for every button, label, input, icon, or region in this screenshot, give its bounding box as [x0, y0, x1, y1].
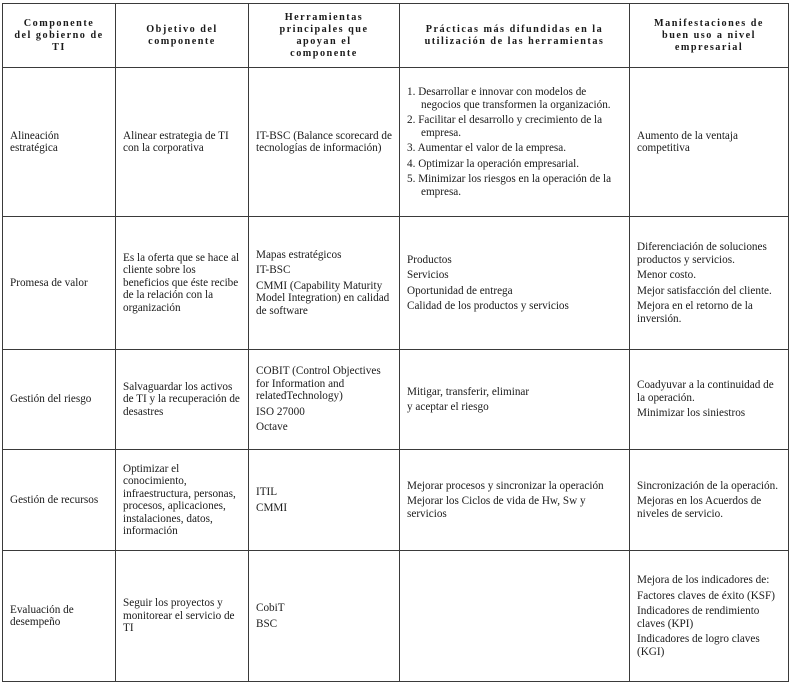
practice-item: Mitigar, transferir, eliminar	[407, 385, 530, 398]
table-row	[3, 551, 789, 682]
practice-item: y aceptar el riesgo	[407, 401, 489, 413]
practice-item: 2. Facilitar el desarrollo y crecimiento de la empresa.	[407, 114, 603, 139]
objective-cell: Salvaguardar los activos de TI y la recuperación de desastres	[116, 350, 249, 450]
practices-cell	[400, 450, 630, 551]
practice-item: Calidad de los productos y servicios	[407, 300, 569, 312]
objective-cell: Alinear estrategia de TI con la corporativa	[116, 68, 249, 217]
header-row	[3, 4, 789, 68]
table-row	[3, 68, 789, 217]
manifestation-item: Mejora en el retorno de la inversión.	[637, 300, 753, 325]
manifestations-cell	[630, 551, 789, 682]
tool-item: Octave	[256, 421, 288, 434]
practice-item: Mejorar procesos y sincronizar la operación	[407, 479, 604, 492]
header-objective: Objetivo del componente	[116, 4, 249, 68]
component-cell: Gestión del riesgo	[3, 350, 116, 450]
manifestations-cell	[630, 350, 789, 450]
practices-cell	[400, 68, 630, 217]
manifestations-cell	[630, 217, 789, 350]
practice-item: 3. Aumentar el valor de la empresa.	[407, 142, 567, 154]
table-row	[3, 217, 789, 350]
practices-cell	[400, 217, 630, 350]
header-manifestations: Manifestaciones de buen uso a nivel empresarial	[630, 4, 789, 68]
manifestation-item: Sincronización de la operación.	[637, 479, 779, 492]
governance-table	[2, 3, 789, 682]
tool-item: IT-BSC (Balance scorecard de tecnologías de información)	[256, 129, 392, 154]
practice-item: Mejorar los Ciclos de vida de Hw, Sw y servicios	[407, 495, 586, 520]
practice-item: Productos	[407, 253, 452, 266]
practices-cell	[400, 551, 630, 682]
table-row	[3, 350, 789, 450]
practice-item: Servicios	[407, 269, 449, 281]
tool-item: ISO 27000	[256, 405, 305, 418]
objective-cell: Seguir los proyectos y monitorear el servicio de TI	[116, 551, 249, 682]
manifestation-item: Mejoras en los Acuerdos de niveles de servicio.	[637, 495, 762, 520]
header-practices: Prácticas más difundidas en la utilización de las herramientas	[400, 4, 630, 68]
tools-cell	[249, 350, 400, 450]
tool-item: BSC	[256, 617, 278, 630]
manifestations-cell	[630, 68, 789, 217]
tools-cell	[249, 450, 400, 551]
component-cell: Alineación estratégica	[3, 68, 116, 217]
manifestation-item: Factores claves de éxito (KSF)	[637, 589, 775, 602]
tools-cell	[249, 217, 400, 350]
objective-cell: Optimizar el conocimiento, infraestructura, personas, procesos, aplicaciones, instalaciones, datos, información	[116, 450, 249, 551]
component-cell: Evaluación de desempeño	[3, 551, 116, 682]
manifestation-item: Aumento de la ventaja competitiva	[637, 129, 738, 154]
objective-cell: Es la oferta que se hace al cliente sobre los beneficios que éste recibe de la relación con la organización	[116, 217, 249, 350]
tool-item: CMMI (Capability Maturity Model Integration) en calidad de software	[256, 279, 390, 317]
manifestation-item: Mejora de los indicadores de:	[637, 574, 770, 586]
component-cell: Gestión de recursos	[3, 450, 116, 551]
manifestation-item: Indicadores de logro claves (KGI)	[637, 633, 760, 658]
manifestation-item: Diferenciación de soluciones productos y servicios.	[637, 241, 767, 266]
tools-cell	[249, 551, 400, 682]
manifestation-item: Coadyuvar a la continuidad de la operación.	[637, 379, 774, 404]
practice-item: Oportunidad de entrega	[407, 284, 513, 297]
practice-item: 4. Optimizar la operación empresarial.	[407, 157, 580, 170]
practice-item: 1. Desarrollar e innovar con modelos de negocios que transformen la organización.	[407, 86, 611, 111]
manifestation-item: Minimizar los siniestros	[637, 407, 746, 420]
tool-item: ITIL	[256, 486, 278, 498]
manifestation-item: Mejor satisfacción del cliente.	[637, 284, 772, 297]
practices-cell	[400, 350, 630, 450]
table-row	[3, 450, 789, 551]
manifestation-item: Menor costo.	[637, 269, 697, 281]
practice-item: 5. Minimizar los riesgos en la operación de la empresa.	[407, 173, 612, 198]
tools-cell	[249, 68, 400, 217]
component-cell: Promesa de valor	[3, 217, 116, 350]
header-tools: Herramientas principales que apoyan el componente	[249, 4, 400, 68]
manifestation-item: Indicadores de rendimiento claves (KPI)	[637, 605, 760, 630]
tool-item: Mapas estratégicos	[256, 248, 342, 261]
tool-item: IT-BSC	[256, 264, 291, 277]
manifestations-cell	[630, 450, 789, 551]
header-component: Componente del gobierno de TI	[3, 4, 116, 68]
tool-item: COBIT (Control Objectives for Information and relatedTechnology)	[256, 365, 381, 403]
tool-item: CMMI	[256, 501, 288, 514]
tool-item: CobiT	[256, 602, 285, 614]
